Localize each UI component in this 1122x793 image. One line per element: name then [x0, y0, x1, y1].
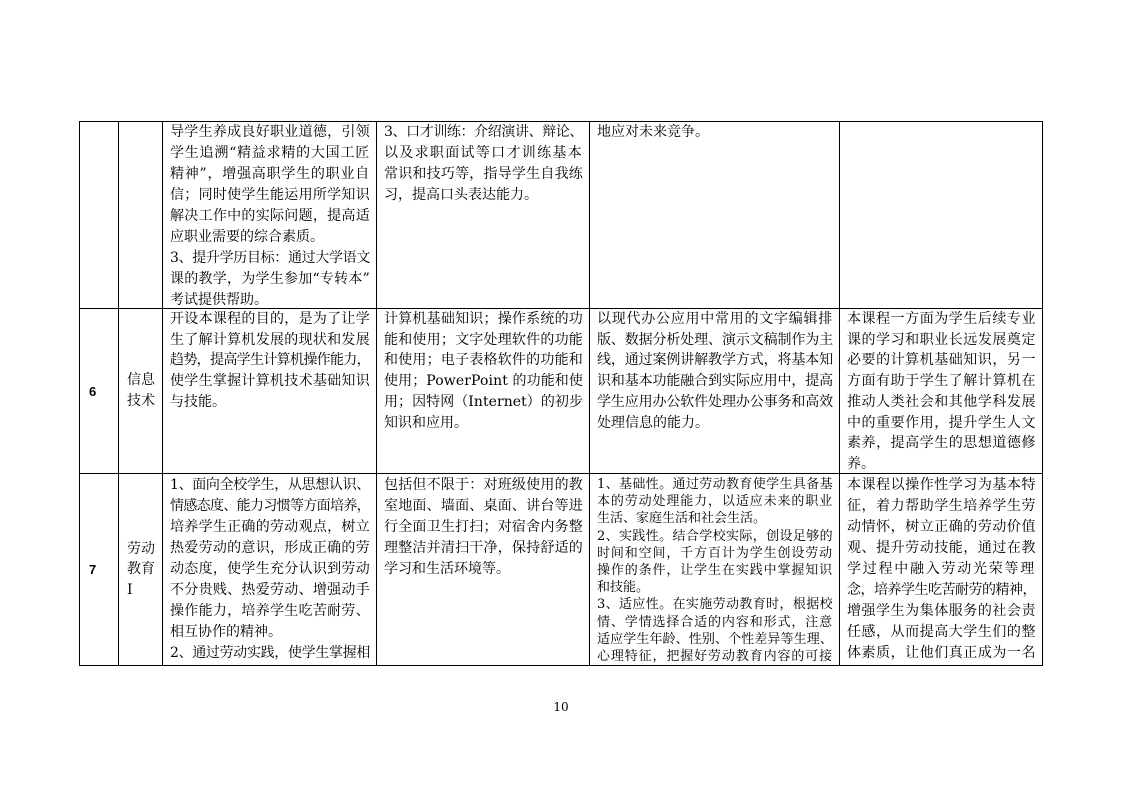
content-line-text: 行全面卫生打扫；对宿舍内务整	[384, 519, 583, 535]
requirements-line	[597, 309, 833, 330]
requirements-line	[597, 562, 833, 579]
course-name-cell	[119, 474, 163, 666]
content-line	[384, 164, 583, 185]
objectives-line-text: 2、通过劳动实践，使学生掌握相	[170, 645, 370, 661]
notes-line-text: 课的学习和职业长远发展奠定	[847, 331, 1036, 348]
course-name-line	[127, 370, 160, 391]
notes-line	[847, 454, 1036, 474]
requirements-line-text: 生活、家庭生活和社会生活。	[597, 511, 767, 527]
requirements-line	[597, 493, 833, 510]
content-line-text: 3、口才训练：介绍演讲、辩论、	[384, 124, 583, 140]
page-number: 10	[553, 700, 569, 714]
requirements-cell	[590, 309, 840, 474]
objectives-line-text: 开设本课程的目的，是为了让学	[170, 311, 370, 327]
objectives-line-text: 热爱劳动的意识，形成正确的劳	[170, 540, 370, 556]
content-line-text: 用；因特网（Internet）的初步	[384, 393, 583, 410]
objectives-line	[170, 371, 370, 392]
row-number-cell	[80, 122, 119, 309]
requirements-line-text: 心理特征，把握好劳动教育内容的可接	[597, 649, 833, 665]
requirements-line-text: 适应学生年龄、性别、个性差异等生理、	[597, 631, 833, 647]
requirements-line	[597, 392, 833, 413]
curriculum-table	[79, 121, 1043, 666]
content-line-text: 知识和应用。	[384, 414, 468, 431]
objectives-line-text: 不分贵贱、热爱劳动、增强动手	[170, 582, 370, 598]
content-line	[384, 350, 583, 371]
notes-line	[847, 433, 1036, 454]
objectives-line	[170, 330, 370, 351]
requirements-line	[597, 330, 833, 351]
course-name-line-text: 信息	[127, 372, 155, 388]
requirements-line-text: 1、基础性。通过劳动教育使学生具备基	[597, 477, 833, 492]
notes-cell	[840, 122, 1043, 309]
requirements-line-text: 处理信息的能力。	[597, 414, 709, 431]
content-line	[384, 538, 583, 559]
objectives-line	[170, 185, 370, 206]
row-number-cell	[80, 309, 119, 474]
notes-line	[847, 559, 1036, 580]
notes-cell	[840, 474, 1043, 666]
course-name-line	[127, 539, 160, 560]
requirements-line	[597, 122, 833, 143]
objectives-line-text: 学生追溯“精益求精的大国工匠	[170, 145, 370, 161]
notes-line	[847, 496, 1036, 517]
course-name-line	[127, 391, 160, 412]
table-row-continued	[80, 122, 1043, 309]
table-row-7	[80, 474, 1043, 666]
notes-line	[847, 309, 1036, 330]
notes-line	[847, 350, 1036, 371]
notes-line-text: 观、提升劳动技能，通过在教	[847, 540, 1036, 556]
notes-line-text: 推动人类社会和其他学科发展	[847, 393, 1036, 410]
objectives-line	[170, 309, 370, 330]
objectives-line	[170, 601, 370, 622]
requirements-line	[597, 631, 833, 648]
notes-line-text: 养。	[847, 455, 875, 472]
content-line-text: 以及求职面试等口才训练基本	[384, 145, 583, 161]
content-cell	[377, 474, 590, 666]
requirements-line	[597, 350, 833, 371]
objectives-line	[170, 227, 370, 248]
objectives-line	[170, 496, 370, 517]
requirements-line-text: 2、实践性。结合学校实际，创设足够的	[597, 528, 833, 544]
content-line	[384, 330, 583, 351]
objectives-line	[170, 248, 370, 269]
notes-line	[847, 538, 1036, 559]
notes-line-text: 素养，提高学生的思想道德修	[847, 435, 1036, 452]
content-line	[384, 371, 583, 392]
requirements-line-text: 3、适应性。在实施劳动教育时，根据校	[597, 597, 833, 613]
objectives-line	[170, 206, 370, 227]
notes-line-text: 中的重要作用，提升学生人文	[847, 414, 1036, 431]
objectives-line	[170, 643, 370, 664]
requirements-line-text: 地应对未来竞争。	[597, 124, 709, 140]
notes-line-text: 学过程中融入劳动光荣等理	[847, 561, 1036, 577]
notes-line-text: 征，着力帮助学生培养学生劳	[847, 498, 1036, 514]
content-line	[384, 496, 583, 517]
course-name-cell	[119, 122, 163, 309]
notes-line-text: 体素质，让他们真正成为一名	[847, 645, 1036, 661]
objectives-line-text: 考试提供帮助。	[170, 292, 268, 308]
objectives-line	[170, 538, 370, 559]
objectives-line-text: 操作能力，培养学生吃苦耐劳、	[170, 603, 370, 619]
course-name-line-text: 劳动	[127, 540, 155, 557]
content-line	[384, 309, 583, 330]
objectives-line	[170, 269, 370, 290]
notes-line	[847, 643, 1036, 664]
requirements-line-text: 线，通过案例讲解教学方式，将基本知	[597, 352, 833, 369]
course-name-line-text: 教育	[127, 561, 155, 578]
notes-line	[847, 580, 1036, 601]
objectives-line	[170, 517, 370, 538]
objectives-line	[170, 392, 370, 413]
content-line	[384, 413, 583, 434]
content-line-text: 习，提高口头表达能力。	[384, 187, 538, 203]
requirements-line-text: 操作的条件，让学生在实践中掌握知识	[597, 563, 833, 579]
content-line-text: 使用；PowerPoint 的功能和使	[384, 373, 583, 390]
objectives-line	[170, 622, 370, 643]
content-line-text: 计算机基础知识；操作系统的功	[384, 311, 583, 327]
notes-line-text: 动情怀，树立正确的劳动价值	[847, 519, 1036, 535]
content-line-text: 学习和生活环境等。	[384, 561, 510, 577]
notes-line-text: 本课程以操作性学习为基本特	[847, 477, 1036, 493]
objectives-line-text: 3、提升学历目标：通过大学语文	[170, 250, 370, 266]
course-name-line-text: Ⅰ	[127, 581, 133, 598]
objectives-line	[170, 290, 370, 309]
notes-line-text: 本课程一方面为学生后续专业	[847, 311, 1036, 327]
objectives-cell	[163, 309, 377, 474]
notes-line	[847, 517, 1036, 538]
requirements-cell	[590, 122, 840, 309]
content-line	[384, 517, 583, 538]
notes-line	[847, 622, 1036, 643]
objectives-line-text: 生了解计算机发展的现状和发展	[170, 331, 370, 348]
objectives-line-text: 情感态度、能力习惯等方面培养，	[170, 498, 370, 514]
requirements-line	[597, 648, 833, 665]
objectives-line-text: 培养学生正确的劳动观点，树立	[170, 519, 370, 535]
requirements-cell	[590, 474, 840, 666]
content-line	[384, 122, 583, 143]
content-line-text: 和使用；电子表格软件的功能和	[384, 352, 583, 369]
requirements-line	[597, 476, 833, 493]
notes-line	[847, 330, 1036, 351]
requirements-line	[597, 614, 833, 631]
requirements-line	[597, 528, 833, 545]
notes-line	[847, 371, 1036, 392]
objectives-line	[170, 475, 370, 496]
objectives-line-text: 应职业需要的综合素质。	[170, 229, 324, 245]
content-line-text: 常识和技巧等，指导学生自我练	[384, 166, 583, 182]
content-line-text: 理整洁并清扫干净，保持舒适的	[384, 540, 583, 556]
objectives-line-text: 趋势，提高学生计算机操作能力，	[170, 352, 370, 369]
notes-line-text: 增强学生为集体服务的社会责	[847, 603, 1036, 619]
objectives-line-text: 动态度，使学生充分认识到劳动	[170, 561, 370, 577]
objectives-cell	[163, 122, 377, 309]
content-cell	[377, 309, 590, 474]
requirements-line	[597, 371, 833, 392]
notes-line	[847, 475, 1036, 496]
objectives-line-text: 导学生养成良好职业道德，引领	[170, 124, 370, 140]
requirements-line-text: 时间和空间，千方百计为学生创设劳动	[597, 545, 833, 561]
objectives-line	[170, 350, 370, 371]
objectives-line	[170, 580, 370, 601]
requirements-line-text: 和技能。	[597, 580, 650, 596]
content-line	[384, 475, 583, 496]
objectives-line-text: 精神”，增强高职学生的职业自	[170, 166, 370, 182]
content-line	[384, 185, 583, 206]
requirements-line	[597, 545, 833, 562]
requirements-line-text: 本的劳动处理能力，以适应未来的职业	[597, 494, 833, 510]
objectives-cell	[163, 474, 377, 666]
course-name-line	[127, 580, 160, 601]
objectives-line-text: 解决工作中的实际问题，提高适	[170, 208, 370, 224]
notes-line-text: 任感，从而提高大学生们的整	[847, 624, 1036, 640]
course-name-line-text: 技术	[127, 393, 155, 409]
notes-line-text: 必要的计算机基础知识，另一	[847, 352, 1036, 369]
notes-line	[847, 413, 1036, 434]
notes-line-text: 方面有助于学生了解计算机在	[847, 373, 1036, 390]
objectives-line-text: 课的教学，为学生参加“专转本”	[170, 271, 370, 287]
row-number: 6	[89, 383, 97, 399]
objectives-line-text: 信；同时使学生能运用所学知识	[170, 187, 370, 203]
notes-cell	[840, 309, 1043, 474]
notes-line-text: 念，培养学生吃苦耐劳的精神，	[847, 582, 1036, 598]
requirements-line-text: 以现代办公应用中常用的文字编辑排	[597, 311, 833, 327]
requirements-line	[597, 579, 833, 596]
requirements-line	[597, 413, 833, 434]
row-number: 7	[89, 562, 97, 577]
requirements-line-text: 情、学情选择合适的内容和形式，注意	[597, 614, 833, 630]
content-line-text: 能和使用；文字处理软件的功能	[384, 331, 583, 348]
notes-line	[847, 601, 1036, 622]
table-row-6	[80, 309, 1043, 474]
content-cell	[377, 122, 590, 309]
requirements-line-text: 学生应用办公软件处理办公事务和高效	[597, 393, 833, 410]
objectives-line	[170, 122, 370, 143]
content-line	[384, 559, 583, 580]
content-line-text: 室地面、墙面、桌面、讲台等进	[384, 498, 583, 514]
objectives-line	[170, 164, 370, 185]
row-number-cell	[80, 474, 119, 666]
objectives-line-text: 使学生掌握计算机技术基础知识	[170, 373, 370, 390]
objectives-line-text: 1、面向全校学生，从思想认识、	[170, 477, 370, 493]
requirements-line	[597, 510, 833, 527]
objectives-line-text: 与技能。	[170, 393, 226, 410]
objectives-line	[170, 143, 370, 164]
course-name-cell	[119, 309, 163, 474]
objectives-line-text: 相互协作的精神。	[170, 624, 282, 640]
content-line-text: 包括但不限于：对班级使用的教	[384, 477, 583, 493]
requirements-line	[597, 596, 833, 613]
content-line	[384, 143, 583, 164]
notes-line	[847, 392, 1036, 413]
requirements-line-text: 识和基本功能融合到实际应用中，提高	[597, 373, 833, 390]
course-name-line	[127, 559, 160, 580]
objectives-line	[170, 559, 370, 580]
content-line	[384, 392, 583, 413]
requirements-line-text: 版、数据分析处理、演示文稿制作为主	[597, 331, 833, 348]
